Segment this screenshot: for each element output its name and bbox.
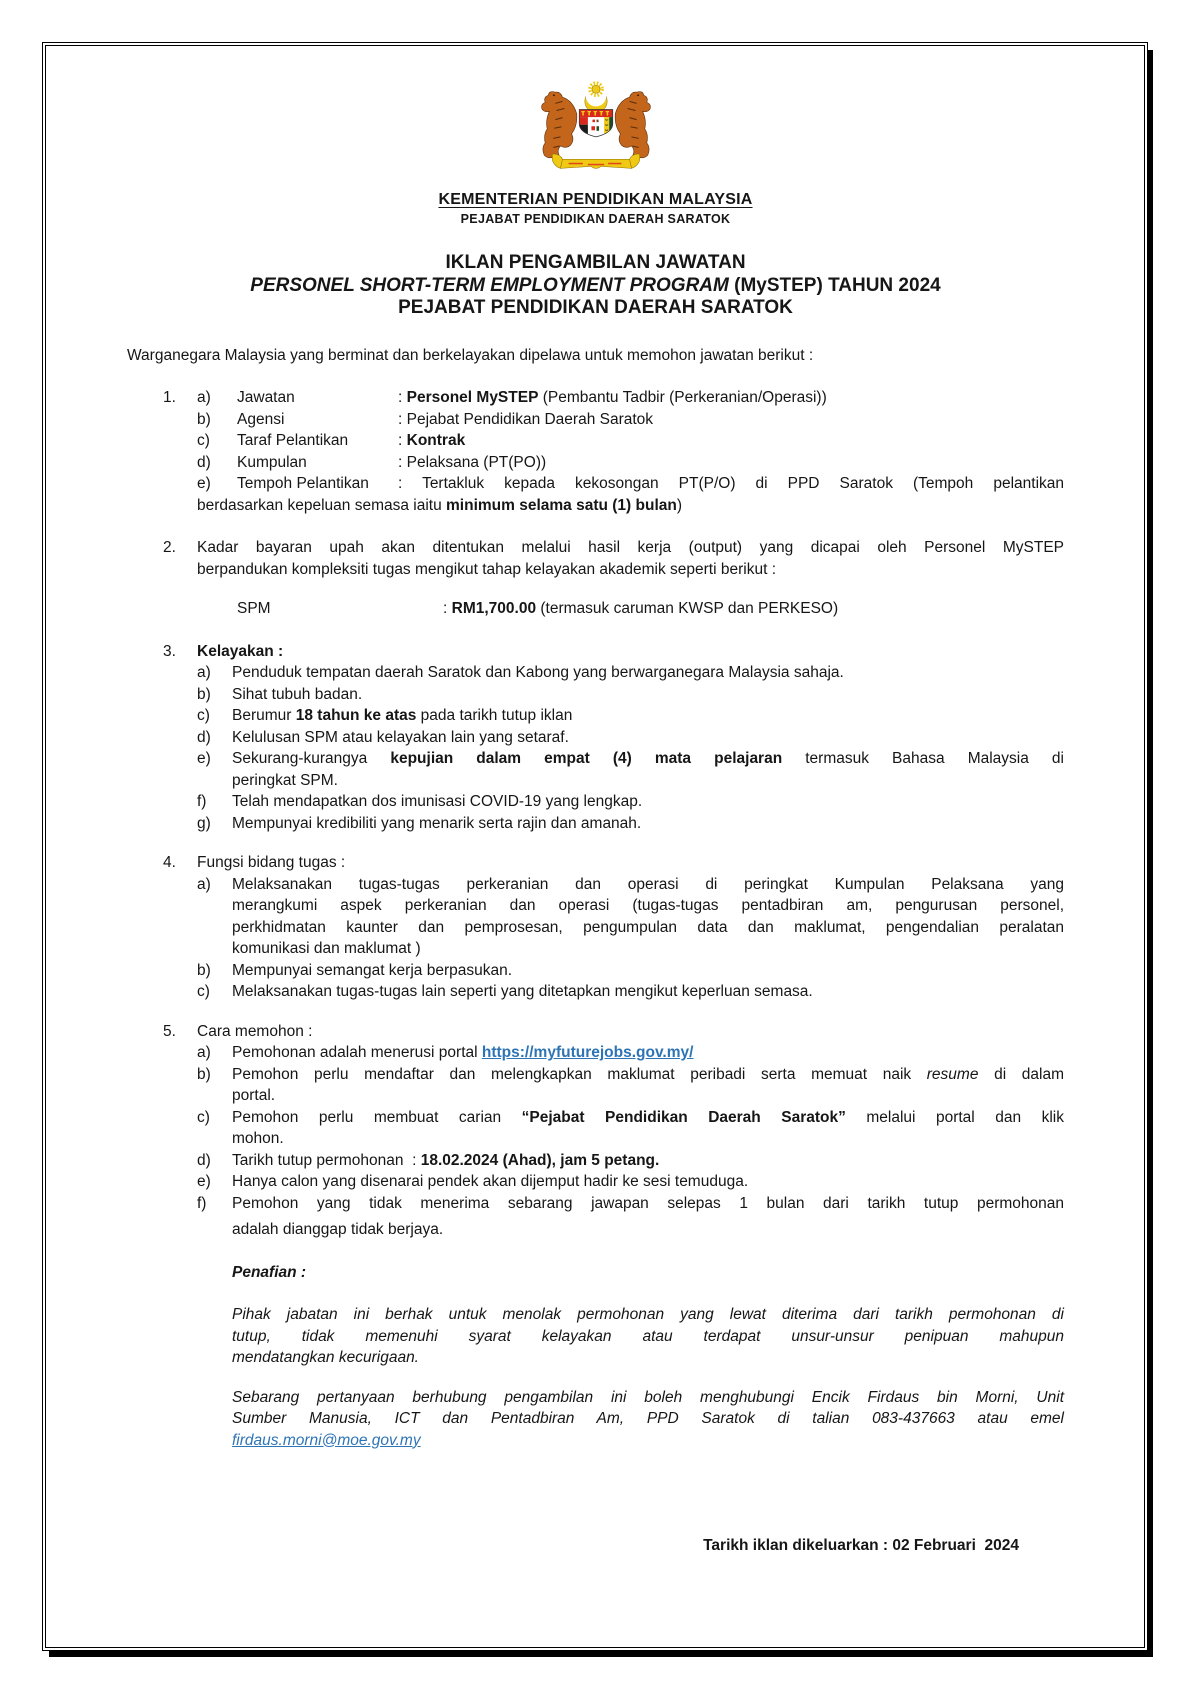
row-value: : Pejabat Pendidikan Daerah Saratok [398, 410, 654, 428]
section-1-job-details [127, 387, 1064, 516]
section-heading-row [163, 641, 1064, 663]
job-detail-row [163, 387, 1064, 409]
paragraph-line: portal. [232, 1087, 276, 1104]
row-label: Tempoh Pelantikan [237, 475, 369, 492]
row-letter: d) [197, 453, 211, 471]
list-text: Tarikh tutup permohonan : 18.02.2024 (Ahad), jam 5 petang. [232, 1151, 660, 1169]
list-letter: c) [197, 1108, 210, 1126]
issue-date: Tarikh iklan dikeluarkan : 02 Februari 2024 [703, 1537, 1019, 1554]
job-detail-row [197, 452, 1064, 474]
list-letter: b) [197, 961, 211, 979]
paragraph-line: mohon. [232, 1130, 284, 1147]
job-detail-row [197, 473, 1064, 495]
row-value: : Tertakluk kepada kekosongan PT(P/O) di PPD Saratok (Tempoh pelantikan [398, 475, 1064, 492]
section-3-eligibility [127, 641, 1064, 835]
list-letter: a) [197, 875, 211, 893]
shield-icon [579, 109, 613, 137]
list-item [197, 1107, 1064, 1150]
list-letter: e) [197, 1173, 211, 1190]
list-letter: f) [197, 1194, 207, 1212]
row-label: Jawatan [237, 389, 295, 406]
row-letter: a) [197, 389, 211, 406]
paragraph-line: berpandukan kompleksiti tugas mengikut tahap kelayakan akademik seperti berikut : [197, 560, 776, 578]
list-text: Kelulusan SPM atau kelayakan lain yang setaraf. [232, 728, 569, 746]
section-5-how-to-apply [127, 1021, 1064, 1241]
list-text: Telah mendapatkan dos imunisasi COVID-19 yang lengkap. [232, 793, 643, 810]
item-text [197, 537, 1064, 580]
item-number: 3. [163, 642, 176, 660]
paragraph-line [232, 1430, 1064, 1452]
list-letter: c) [197, 707, 210, 724]
list-item [197, 981, 1064, 1003]
spm-value: : RM1,700.00 (termasuk caruman KWSP dan PERKESO) [443, 600, 839, 617]
paragraph-line: Sumber Manusia, ICT dan Pentadbiran Am, PPD Saratok di talian 083-437663 atau emel [232, 1410, 1064, 1427]
tiger-left-icon [541, 92, 576, 158]
section-heading: Fungsi bidang tugas : [197, 854, 346, 871]
row-label: Kumpulan [237, 453, 307, 471]
motto-ribbon-icon [552, 154, 639, 168]
list-item [197, 662, 1064, 684]
list-text [232, 874, 1064, 960]
item-number: 4. [163, 854, 176, 871]
disclaimer-paragraph-2 [232, 1387, 1064, 1452]
item-number: 2. [163, 539, 176, 556]
section-2-pay-rate [163, 537, 1064, 580]
list-letter: b) [197, 685, 211, 703]
row-value: : Personel MySTEP (Pembantu Tadbir (Perkeranian/Operasi)) [398, 389, 827, 406]
section-heading-row [163, 1021, 1064, 1043]
list-item [197, 1193, 1064, 1241]
list-text: Mempunyai kredibiliti yang menarik serta rajin dan amanah. [232, 814, 642, 832]
list-text [232, 1107, 1064, 1150]
malaysia-coat-of-arms-icon [530, 78, 662, 178]
list-letter: e) [197, 750, 211, 767]
hyperlink[interactable]: firdaus.morni@moe.gov.my [232, 1431, 421, 1449]
row-label: Taraf Pelantikan [237, 432, 349, 449]
list-letter: c) [197, 983, 210, 1000]
list-item [197, 705, 1064, 727]
list-letter: d) [197, 1151, 211, 1169]
job-detail-row [197, 430, 1064, 452]
disclaimer-heading: Penafian : [232, 1263, 307, 1281]
row-letter: e) [197, 475, 211, 492]
section-heading: Cara memohon : [197, 1022, 313, 1040]
list-item [197, 727, 1064, 749]
paragraph-line: merangkumi aspek perkeranian dan operasi (tugas-tugas pentadbiran am, pengurusan personel, [232, 897, 1064, 914]
list-text: Penduduk tempatan daerah Saratok dan Kabong yang berwarganegara Malaysia sahaja. [232, 664, 844, 681]
intro-paragraph: Warganegara Malaysia yang berminat dan berkelayakan dipelawa untuk memohon jawatan berikut : [127, 346, 814, 364]
list-item [197, 748, 1064, 791]
tiger-right-icon [615, 92, 650, 158]
document-title [127, 252, 1064, 320]
job-detail-row [197, 409, 1064, 431]
job-detail-continuation: berdasarkan kepeluan semasa iaitu minimum selama satu (1) bulan) [197, 496, 683, 514]
disclaimer-paragraph-1 [232, 1304, 1064, 1369]
row-label: Agensi [237, 410, 285, 428]
section-heading: Kelayakan : [197, 642, 284, 660]
item-number: 5. [163, 1022, 176, 1040]
row-value: : Kontrak [398, 432, 466, 449]
title-line-2: PERSONEL SHORT-TERM EMPLOYMENT PROGRAM (MySTEP) TAHUN 2024 [250, 274, 941, 296]
list-text: Melaksanakan tugas-tugas lain seperti yang ditetapkan mengikut keperluan semasa. [232, 983, 813, 1000]
title-line-1: IKLAN PENGAMBILAN JAWATAN [445, 252, 746, 273]
paragraph-line: Melaksanakan tugas-tugas perkeranian dan operasi di peringkat Kumpulan Pelaksana yang [232, 875, 1064, 893]
row-letter: b) [197, 410, 211, 428]
paragraph-line: Kadar bayaran upah akan ditentukan melalui hasil kerja (output) yang dicapai oleh Personel MySTEP [197, 539, 1064, 556]
paragraph-line: Sebarang pertanyaan berhubung pengambilan ini boleh menghubungi Encik Firdaus bin Morni, Unit [232, 1388, 1064, 1406]
spm-label: SPM [237, 600, 271, 617]
paragraph-line: adalah dianggap tidak berjaya. [232, 1221, 444, 1238]
list-letter: b) [197, 1065, 211, 1083]
section-4-duties [127, 852, 1064, 1003]
paragraph-line: Pemohon yang tidak menerima sebarang jawapan selepas 1 bulan dari tarikh tutup permohonan [232, 1194, 1064, 1212]
paragraph-line: perkhidmatan kaunter dan pemprosesan, pengumpulan data dan maklumat, pengendalian peralatan [232, 918, 1064, 936]
list-item [197, 813, 1064, 835]
list-item [197, 1150, 1064, 1172]
list-item [197, 1064, 1064, 1107]
paragraph-line: Pemohon perlu membuat carian “Pejabat Pendidikan Daerah Saratok” melalui portal dan klik [232, 1108, 1064, 1126]
federal-star-icon [589, 83, 601, 95]
department-name: PEJABAT PENDIDIKAN DAERAH SARATOK [460, 212, 731, 226]
paragraph-line: mendatangkan kecurigaan. [232, 1349, 419, 1366]
ministry-name: KEMENTERIAN PENDIDIKAN MALAYSIA [438, 191, 753, 208]
list-item [197, 684, 1064, 706]
item-number: 1. [163, 389, 176, 406]
list-text [232, 748, 1064, 791]
list-text: Hanya calon yang disenarai pendek akan dijemput hadir ke sesi temuduga. [232, 1173, 749, 1190]
list-letter: g) [197, 814, 211, 832]
hyperlink[interactable]: https://myfuturejobs.gov.my/ [481, 1044, 694, 1061]
list-text: Pemohonan adalah menerusi portal https://myfuturejobs.gov.my/ [232, 1044, 694, 1061]
list-item [197, 874, 1064, 960]
list-letter: d) [197, 728, 211, 746]
title-line-3: PEJABAT PENDIDIKAN DAERAH SARATOK [398, 297, 793, 318]
spm-pay-row [237, 598, 1064, 620]
paragraph-line: tutup, tidak memenuhi syarat kelayakan atau terdapat unsur-unsur penipuan mahupun [232, 1327, 1064, 1345]
paragraph-line: peringkat SPM. [232, 771, 338, 789]
paragraph-line: Sekurang-kurangya kepujian dalam empat (4) mata pelajaran termasuk Bahasa Malaysia di [232, 750, 1064, 767]
document-header [127, 78, 1064, 227]
list-letter: a) [197, 664, 211, 681]
list-text: Mempunyai semangat kerja berpasukan. [232, 961, 513, 979]
paragraph-line: Pihak jabatan ini berhak untuk menolak permohonan yang lewat diterima dari tarikh permohonan di [232, 1306, 1064, 1323]
list-item [197, 1042, 1064, 1064]
row-value: : Pelaksana (PT(PO)) [398, 453, 547, 471]
list-text: Berumur 18 tahun ke atas pada tarikh tutup iklan [232, 707, 573, 724]
paragraph-line: komunikasi dan maklumat ) [232, 940, 421, 957]
list-text [232, 1193, 1064, 1241]
paragraph-line: Pemohon perlu mendaftar dan melengkapkan maklumat peribadi serta memuat naik resume di dalam [232, 1065, 1064, 1083]
list-item [197, 791, 1064, 813]
list-letter: f) [197, 793, 207, 810]
list-text [232, 1064, 1064, 1107]
list-item [197, 1171, 1064, 1193]
row-letter: c) [197, 432, 210, 449]
list-text: Sihat tubuh badan. [232, 685, 363, 703]
section-heading-row [163, 852, 1064, 874]
list-item [197, 960, 1064, 982]
list-letter: a) [197, 1044, 211, 1061]
